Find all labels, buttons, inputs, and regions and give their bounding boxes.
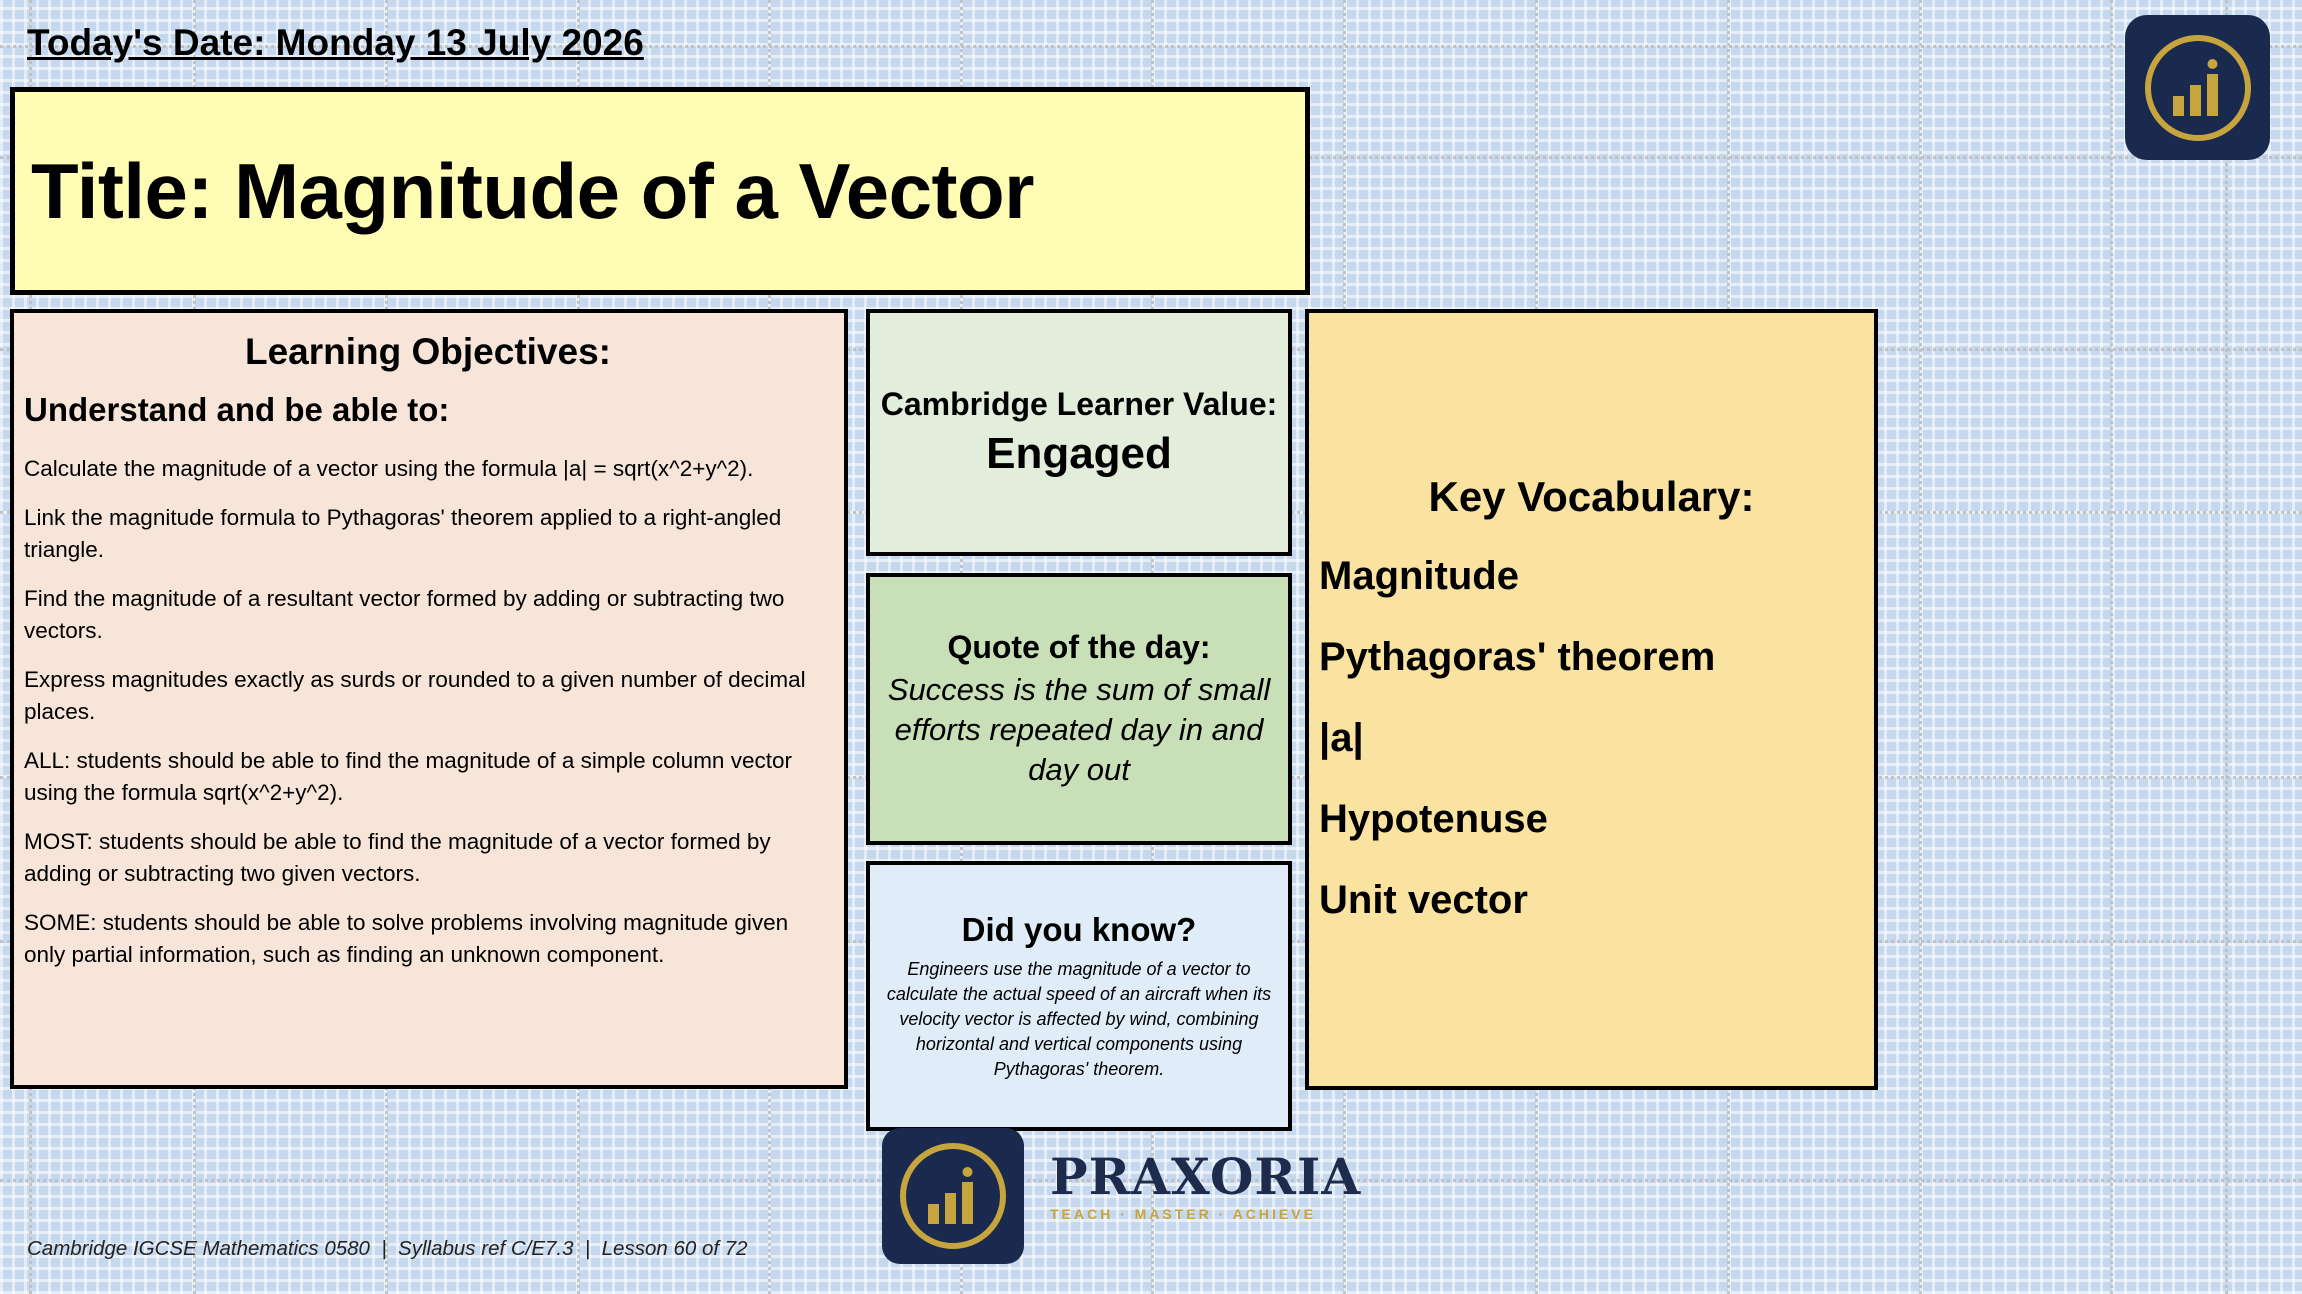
vocabulary-word: Unit vector xyxy=(1319,878,1528,922)
title-box xyxy=(10,87,1310,295)
objective-item: ALL: students should be able to find the magnitude of a simple column vector using the formula sqrt(x^2+y^2). xyxy=(24,748,792,805)
brand-name: PRAXORIA xyxy=(1050,1147,1362,1206)
objective-item: MOST: students should be able to find the magnitude of a vector formed by adding or subtracting two given vectors. xyxy=(24,829,771,886)
did-you-know-panel xyxy=(866,861,1292,1131)
bar-chart-circle-icon xyxy=(2140,30,2256,146)
bar-chart-circle-icon xyxy=(895,1138,1011,1254)
vocabulary-word: Hypotenuse xyxy=(1319,797,1548,841)
vocabulary-word: Magnitude xyxy=(1319,554,1519,598)
objectives-subheading: Understand and be able to: xyxy=(24,391,450,428)
did-you-know-label: Did you know? xyxy=(961,910,1197,948)
learner-value-panel xyxy=(866,309,1292,556)
quote-label: Quote of the day: xyxy=(947,628,1211,665)
vocabulary-word: Pythagoras' theorem xyxy=(1319,635,1716,679)
objectives-heading: Learning Objectives: xyxy=(245,331,611,372)
quote-text: Success is the sum of small efforts repeated day in and day out xyxy=(887,671,1271,787)
lesson-title: Title: Magnitude of a Vector xyxy=(31,146,1035,235)
objective-item: SOME: students should be able to solve problems involving magnitude given only partial information, such as finding an unknown component. xyxy=(24,910,789,967)
objective-item: Link the magnitude formula to Pythagoras' theorem applied to a right-angled triangle. xyxy=(24,505,782,562)
brand-wordmark xyxy=(1050,1147,1361,1222)
praxoria-logo-bottom xyxy=(882,1128,1024,1264)
learner-value-label: Cambridge Learner Value: xyxy=(880,386,1278,422)
quote-panel xyxy=(866,573,1292,845)
learner-value: Engaged xyxy=(986,429,1172,478)
vocabulary-heading: Key Vocabulary: xyxy=(1428,473,1755,520)
key-vocabulary-panel xyxy=(1305,309,1878,1090)
brand-tagline: TEACH · MASTER · ACHIEVE xyxy=(1050,1206,1316,1222)
objective-item: Express magnitudes exactly as surds or rounded to a given number of decimal places. xyxy=(24,667,806,724)
did-you-know-text: Engineers use the magnitude of a vector to calculate the actual speed of an aircraft when its velocity vector is affected by wind, combining horizontal and vertical components using Pythagoras' theorem. xyxy=(886,958,1272,1079)
footer-syllabus-info: Cambridge IGCSE Mathematics 0580 | Syllabus ref C/E7.3 | Lesson 60 of 72 xyxy=(27,1237,748,1260)
learning-objectives-panel xyxy=(10,309,848,1089)
praxoria-logo-top xyxy=(2125,15,2270,160)
objective-item: Calculate the magnitude of a vector using the formula |a| = sqrt(x^2+y^2). xyxy=(24,456,754,481)
objective-item: Find the magnitude of a resultant vector formed by adding or subtracting two vectors. xyxy=(24,586,785,643)
lesson-date: Today's Date: Monday 13 July 2026 xyxy=(27,22,644,63)
vocabulary-word: |a| xyxy=(1319,716,1364,760)
